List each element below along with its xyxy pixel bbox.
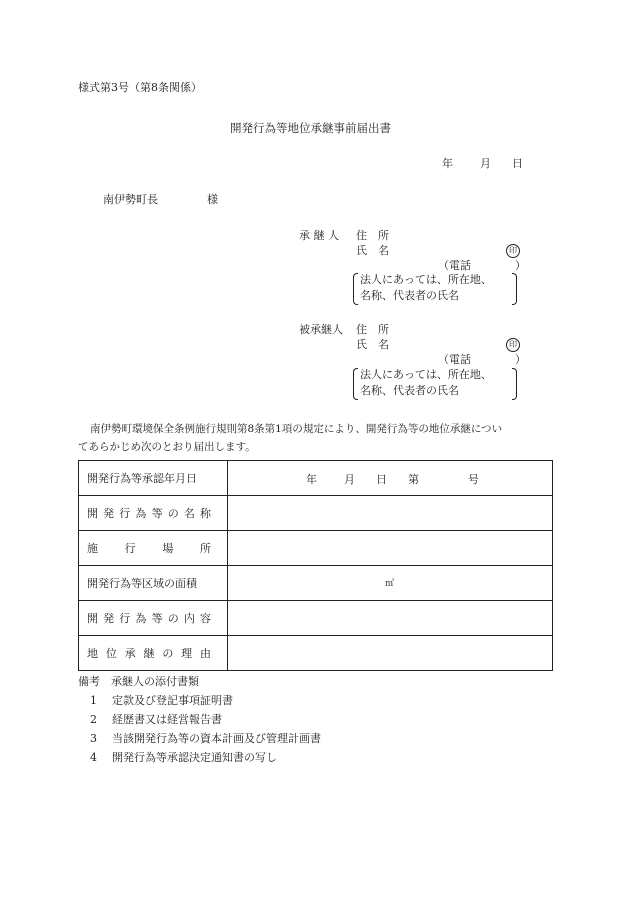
row-label-reason bbox=[79, 636, 228, 671]
body-text-line-1: 南伊勢町環境保全条例施行規則第8条第1項の規定により、開発行為等の地位承継につい bbox=[90, 423, 503, 435]
label-char: 名 bbox=[183, 507, 195, 520]
label-char: 施 bbox=[87, 542, 98, 555]
label-char: 行 bbox=[124, 542, 136, 555]
row-label-approval-date: 開発行為等承認年月日 bbox=[79, 461, 228, 496]
note-number: 4 bbox=[90, 751, 97, 764]
label-char: 所 bbox=[199, 542, 211, 555]
label-char: 位 bbox=[105, 647, 117, 660]
predecessor-phone: （電話 ） bbox=[438, 353, 526, 366]
table-row bbox=[79, 531, 553, 566]
list-item bbox=[78, 748, 321, 767]
label-char: 等 bbox=[151, 612, 163, 625]
label-char: の bbox=[167, 612, 179, 625]
row-label-location bbox=[79, 531, 228, 566]
seal-icon: 印 bbox=[506, 338, 520, 352]
body-text-line-2: てあらかじめ次のとおり届出します。 bbox=[78, 441, 256, 453]
development-name-cell[interactable] bbox=[228, 496, 553, 531]
row-label-location-text bbox=[87, 540, 211, 556]
approval-year: 年 bbox=[306, 473, 317, 486]
label-char: 開 bbox=[87, 612, 98, 625]
note-text: 当該開発行為等の資本計画及び管理計画書 bbox=[112, 732, 321, 745]
notes bbox=[78, 672, 321, 767]
content-cell[interactable] bbox=[228, 601, 553, 636]
predecessor-name-label: 氏 名 bbox=[356, 338, 389, 351]
table-row bbox=[79, 636, 553, 671]
table-row bbox=[79, 461, 553, 496]
row-label-area-text: 開発行為等区域の面積 bbox=[87, 577, 197, 590]
note-number: 3 bbox=[90, 732, 97, 745]
approval-day: 日 bbox=[376, 473, 387, 486]
row-label-area bbox=[79, 566, 228, 601]
successor-corp-note-2: 名称、代表者の氏名 bbox=[360, 289, 459, 302]
label-char: 称 bbox=[199, 507, 211, 520]
label-char: 行 bbox=[119, 507, 131, 520]
label-char: 内 bbox=[183, 612, 195, 625]
list-item bbox=[78, 729, 321, 748]
area-cell[interactable] bbox=[228, 566, 553, 601]
approval-month: 月 bbox=[344, 473, 355, 486]
table-row bbox=[79, 601, 553, 636]
page-title: 開発行為等地位承継事前届出書 bbox=[230, 121, 391, 135]
addressee-honorific: 様 bbox=[207, 193, 218, 206]
label-char: 地 bbox=[87, 647, 98, 660]
bracket-left-icon bbox=[353, 273, 358, 305]
bracket-right-icon bbox=[512, 273, 517, 305]
label-char: 承 bbox=[124, 647, 136, 660]
area-unit: ㎡ bbox=[385, 579, 395, 589]
label-char: 開 bbox=[87, 507, 98, 520]
note-number: 2 bbox=[90, 713, 97, 726]
predecessor-corp-note-2: 名称、代表者の氏名 bbox=[360, 384, 459, 397]
row-label-name bbox=[79, 496, 228, 531]
label-char: の bbox=[167, 507, 179, 520]
date-month: 月 bbox=[480, 157, 491, 170]
table-row bbox=[79, 566, 553, 601]
successor-role-label: 承 継 人 bbox=[299, 229, 339, 242]
label-char: 等 bbox=[151, 507, 163, 520]
label-char: 行 bbox=[119, 612, 131, 625]
successor-phone: （電話 ） bbox=[438, 259, 526, 272]
predecessor-role-label: 被承継人 bbox=[299, 323, 343, 336]
label-char: 為 bbox=[135, 507, 147, 520]
label-char: 理 bbox=[181, 647, 193, 660]
date-day: 日 bbox=[512, 157, 523, 170]
bracket-left-icon bbox=[353, 368, 358, 400]
seal-icon: 印 bbox=[506, 244, 520, 258]
row-label-content-text bbox=[87, 610, 211, 626]
label-char: 場 bbox=[162, 542, 174, 555]
notes-heading: 備考 承継人の添付書類 bbox=[78, 675, 199, 688]
label-char: 発 bbox=[103, 507, 115, 520]
note-text: 開発行為等承認決定通知書の写し bbox=[112, 751, 277, 764]
approval-go: 号 bbox=[468, 473, 479, 486]
label-char: 発 bbox=[103, 612, 115, 625]
predecessor-corp-note-1: 法人にあっては、所在地、 bbox=[360, 368, 492, 381]
addressee-name: 南伊勢町長 bbox=[103, 193, 158, 206]
row-label-reason-text bbox=[87, 645, 211, 661]
date-year: 年 bbox=[442, 157, 453, 170]
approval-date-cell[interactable] bbox=[228, 461, 553, 496]
successor-name-label: 氏 名 bbox=[356, 244, 389, 257]
note-text: 定款及び登記事項証明書 bbox=[112, 694, 233, 707]
approval-dai: 第 bbox=[408, 473, 419, 486]
predecessor-address-label: 住 所 bbox=[356, 323, 389, 336]
form-number: 様式第3号（第8条関係） bbox=[78, 81, 202, 94]
note-text: 経歴書又は経営報告書 bbox=[112, 713, 222, 726]
application-table bbox=[78, 460, 553, 671]
label-char: 由 bbox=[199, 647, 211, 660]
row-label-content bbox=[79, 601, 228, 636]
label-char: の bbox=[162, 647, 174, 660]
label-char: 継 bbox=[143, 647, 155, 660]
table-row bbox=[79, 496, 553, 531]
row-label-name-text bbox=[87, 505, 211, 521]
successor-address-label: 住 所 bbox=[356, 229, 389, 242]
location-cell[interactable] bbox=[228, 531, 553, 566]
note-number: 1 bbox=[90, 694, 97, 707]
list-item bbox=[78, 710, 321, 729]
bracket-right-icon bbox=[512, 368, 517, 400]
successor-corp-note-1: 法人にあっては、所在地、 bbox=[360, 273, 492, 286]
list-item bbox=[78, 691, 321, 710]
label-char: 容 bbox=[199, 612, 211, 625]
reason-cell[interactable] bbox=[228, 636, 553, 671]
label-char: 為 bbox=[135, 612, 147, 625]
